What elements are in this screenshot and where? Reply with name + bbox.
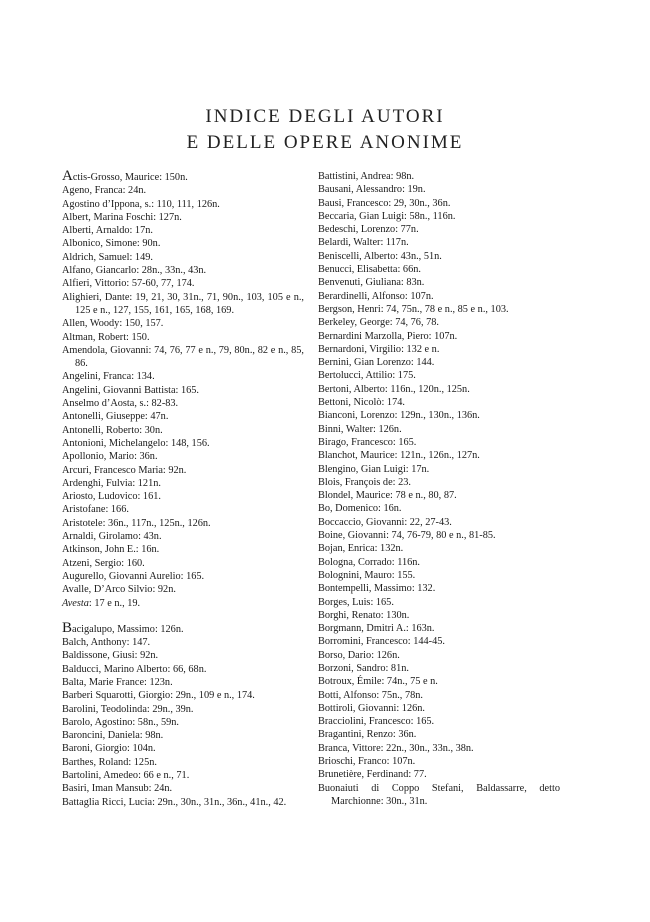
index-entry: Ardenghi, Fulvia: 121n. <box>62 477 161 489</box>
index-entry: Antonioni, Michelangelo: 148, 156. <box>62 437 210 449</box>
index-entry: Alighieri, Dante: 19, 21, 30, 31n., 71, 90n., 103, 105 e n., 125 e n., 127, 155, 161, 165, 168, 169. <box>62 291 304 316</box>
index-entry: Bontempelli, Massimo: 132. <box>318 583 436 595</box>
index-column-right <box>318 170 560 808</box>
index-entry: Anselmo d’Aosta, s.: 82-83. <box>62 398 179 410</box>
index-entry: Birago, Francesco: 165. <box>318 436 417 448</box>
section-initial: A <box>62 168 73 184</box>
index-entry: Albert, Marina Foschi: 127n. <box>62 211 182 223</box>
index-entry: Alfano, Giancarlo: 28n., 33n., 43n. <box>62 265 207 277</box>
index-entry: Barberi Squarotti, Giorgio: 29n., 109 e n., 174. <box>62 690 255 702</box>
index-entry: Buonaiuti di Coppo Stefani, Baldassarre, detto Marchionne: 30n., 31n. <box>318 782 560 807</box>
index-entry: Beccaria, Gian Luigi: 58n., 116n. <box>318 210 456 222</box>
index-entry: Berardinelli, Alfonso: 107n. <box>318 290 434 302</box>
index-entry: Borgmann, Dmitri A.: 163n. <box>318 623 435 635</box>
index-entry: Ageno, Franca: 24n. <box>62 185 147 197</box>
index-entry: Benucci, Elisabetta: 66n. <box>318 264 421 276</box>
index-entry: Blanchot, Maurice: 121n., 126n., 127n. <box>318 450 480 462</box>
index-entry: Balducci, Marino Alberto: 66, 68n. <box>62 663 207 675</box>
index-entry: Branca, Vittore: 22n., 30n., 33n., 38n. <box>318 742 474 754</box>
index-entry: Berkeley, George: 74, 76, 78. <box>318 317 439 329</box>
index-entry: Benvenuti, Giuliana: 83n. <box>318 277 425 289</box>
index-entry: Bernardoni, Virgilio: 132 e n. <box>318 343 440 355</box>
index-entry: Baroncini, Daniela: 98n. <box>62 730 164 742</box>
index-entry: Borghi, Renato: 130n. <box>318 609 410 621</box>
index-entry: Altman, Robert: 150. <box>62 331 150 343</box>
index-entry: Barolini, Teodolinda: 29n., 39n. <box>62 703 194 715</box>
index-entry: Baldissone, Giusi: 92n. <box>62 650 159 662</box>
index-entry: Aldrich, Samuel: 149. <box>62 251 153 263</box>
index-entry: Bausani, Alessandro: 19n. <box>318 184 426 196</box>
index-entry: Bernardini Marzolla, Piero: 107n. <box>318 330 458 342</box>
index-entry: Botroux, Émile: 74n., 75 e n. <box>318 676 438 688</box>
index-entry <box>62 170 304 184</box>
index-entry: Arnaldi, Girolamo: 43n. <box>62 531 162 543</box>
index-entry: Bologna, Corrado: 116n. <box>318 556 421 568</box>
index-entry: Allen, Woody: 150, 157. <box>62 318 164 330</box>
index-entry: Blois, François de: 23. <box>318 476 411 488</box>
index-entry: Bergson, Henri: 74, 75n., 78 e n., 85 e n., 103. <box>318 303 509 315</box>
index-entry: Bertoni, Alberto: 116n., 120n., 125n. <box>318 383 470 395</box>
index-entry: Balta, Marie France: 123n. <box>62 676 173 688</box>
index-entry: Borso, Dario: 126n. <box>318 649 400 661</box>
index-entry: Blengino, Gian Luigi: 17n. <box>318 463 430 475</box>
index-entry: Botti, Alfonso: 75n., 78n. <box>318 689 423 701</box>
index-entry: Bernini, Gian Lorenzo: 144. <box>318 357 435 369</box>
index-entry: Bracciolini, Francesco: 165. <box>318 716 435 728</box>
index-entry <box>62 597 304 610</box>
index-entry: Antonelli, Roberto: 30n. <box>62 424 163 436</box>
index-entry: Belardi, Walter: 117n. <box>318 237 409 249</box>
index-entry: Battaglia Ricci, Lucia: 29n., 30n., 31n., 36n., 41n., 42. <box>62 796 287 808</box>
title-line-2: E DELLE OPERE ANONIME <box>186 132 464 153</box>
index-entry: Beniscelli, Alberto: 43n., 51n. <box>318 250 442 262</box>
index-entry: Brunetière, Ferdinand: 77. <box>318 769 427 781</box>
index-entry: Albonico, Simone: 90n. <box>62 238 161 250</box>
index-entry: Avalle, D’Arco Silvio: 92n. <box>62 584 176 596</box>
index-entry: Angelini, Franca: 134. <box>62 371 155 383</box>
index-entry: Bo, Domenico: 16n. <box>318 503 402 515</box>
index-entry: Aristofane: 166. <box>62 504 129 516</box>
entry-text: : 17 e n., 19. <box>88 597 141 609</box>
index-entry: Antonelli, Giuseppe: 47n. <box>62 411 169 423</box>
index-entry: Bolognini, Mauro: 155. <box>318 569 416 581</box>
index-entry: Apollonio, Mario: 36n. <box>62 451 158 463</box>
index-entry: Boccaccio, Giovanni: 22, 27-43. <box>318 516 452 528</box>
index-entry: Agostino d’Ippona, s.: 110, 111, 126n. <box>62 198 220 210</box>
index-entry: Bedeschi, Lorenzo: 77n. <box>318 224 419 236</box>
index-entry: Aristotele: 36n., 117n., 125n., 126n. <box>62 517 211 529</box>
index-entry: Barolo, Agostino: 58n., 59n. <box>62 716 179 728</box>
index-entry: Borzoni, Sandro: 81n. <box>318 662 409 674</box>
index-entry: Bianconi, Lorenzo: 129n., 130n., 136n. <box>318 410 480 422</box>
index-entry: Balch, Anthony: 147. <box>62 637 151 649</box>
index-entry: Alfieri, Vittorio: 57-60, 77, 174. <box>62 278 195 290</box>
index-entry: Battistini, Andrea: 98n. <box>318 171 415 182</box>
index-entry: Blondel, Maurice: 78 e n., 80, 87. <box>318 490 457 502</box>
index-entry: Atzeni, Sergio: 160. <box>62 557 145 569</box>
index-column-left <box>62 170 304 809</box>
index-entry: Bettoni, Nicolò: 174. <box>318 397 405 409</box>
index-entry: Angelini, Giovanni Battista: 165. <box>62 384 199 396</box>
entry-text: acigalupo, Massimo: 126n. <box>72 623 184 635</box>
index-entry <box>62 619 304 636</box>
index-entry: Barthes, Roland: 125n. <box>62 756 157 768</box>
index-entry: Binni, Walter: 126n. <box>318 423 402 435</box>
index-entry: Bottiroli, Giovanni: 126n. <box>318 702 425 714</box>
index-entry: Basiri, Iman Mansub: 24n. <box>62 783 173 795</box>
index-entry: Brioschi, Franco: 107n. <box>318 756 416 768</box>
work-title: Avesta <box>62 597 89 609</box>
index-entry: Bartolini, Amedeo: 66 e n., 71. <box>62 770 190 782</box>
index-entry: Boine, Giovanni: 74, 76-79, 80 e n., 81-85. <box>318 530 496 542</box>
index-entry: Amendola, Giovanni: 74, 76, 77 e n., 79, 80n., 82 e n., 85, 86. <box>62 344 304 370</box>
index-entry: Alberti, Arnaldo: 17n. <box>62 225 153 237</box>
index-entry: Augurello, Giovanni Aurelio: 165. <box>62 570 205 582</box>
index-entry: Baroni, Giorgio: 104n. <box>62 743 156 755</box>
index-entry: Bojan, Enrica: 132n. <box>318 543 404 555</box>
section-initial: B <box>62 619 73 636</box>
index-entry: Bausi, Francesco: 29, 30n., 36n. <box>318 197 451 209</box>
index-entry: Bragantini, Renzo: 36n. <box>318 729 417 741</box>
index-entry: Borges, Luis: 165. <box>318 596 394 608</box>
page-title <box>0 104 650 156</box>
title-line-1: INDICE DEGLI AUTORI <box>205 106 445 127</box>
index-entry: Atkinson, John E.: 16n. <box>62 544 160 556</box>
index-entry: Ariosto, Ludovico: 161. <box>62 491 161 503</box>
index-entry: Arcuri, Francesco Maria: 92n. <box>62 464 187 476</box>
entry-text: ctis-Grosso, Maurice: 150n. <box>72 172 188 183</box>
index-entry: Bertolucci, Attilio: 175. <box>318 370 416 382</box>
index-entry: Borromini, Francesco: 144-45. <box>318 636 445 648</box>
